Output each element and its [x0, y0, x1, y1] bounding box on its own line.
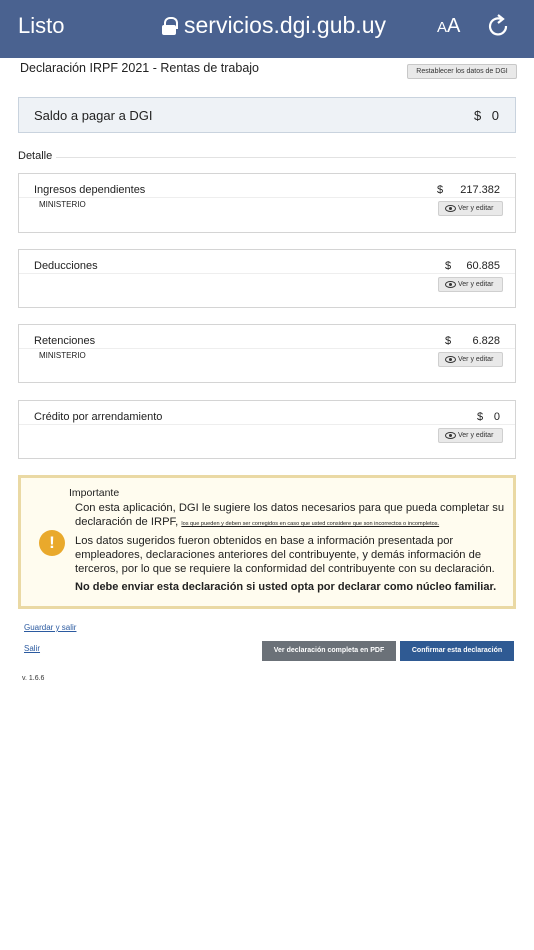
view-edit-label: Ver y editar: [458, 281, 494, 288]
version-label: v. 1.6.6: [22, 675, 45, 682]
notice-p1-main: Con esta aplicación, DGI le sugiere los datos necesarios para que pueda completar su declaración de IRPF,: [75, 502, 505, 528]
reload-icon[interactable]: [486, 14, 512, 40]
browser-toolbar: [0, 0, 534, 58]
card-name: Retenciones: [34, 335, 96, 347]
view-edit-label: Ver y editar: [458, 205, 494, 212]
view-edit-label: Ver y editar: [458, 356, 494, 363]
url-text: servicios.dgi.gub.uy: [184, 12, 386, 38]
card-source: MINISTERIO: [39, 200, 86, 209]
warning-icon: !: [39, 530, 65, 556]
eye-icon: [445, 432, 456, 439]
divider: [56, 157, 516, 158]
lock-icon: [162, 17, 176, 35]
card-name: Crédito por arrendamiento: [34, 411, 163, 423]
card-currency: $: [445, 335, 452, 347]
card-name: Ingresos dependientes: [34, 184, 146, 196]
text-size-small: A: [437, 19, 448, 36]
notice-p1-small: los que pueden y deben ser corregidos en caso que usted considere que son incorrectos o incompletos.: [181, 521, 440, 527]
eye-icon: [445, 356, 456, 363]
view-edit-button[interactable]: [438, 352, 503, 367]
balance-currency: $: [474, 108, 482, 123]
view-pdf-button[interactable]: Ver declaración completa en PDF: [262, 641, 396, 661]
card-currency: $: [437, 184, 444, 196]
exit-link[interactable]: Salir: [24, 644, 41, 653]
card-currency: $: [445, 260, 452, 272]
detail-section-header: [18, 150, 516, 162]
done-button[interactable]: Listo: [18, 13, 65, 38]
page-title: Declaración IRPF 2021 - Rentas de trabajo: [20, 61, 260, 75]
notice-paragraph-2: Los datos sugeridos fueron obtenidos en base a información presentada por empleadores, declaraciones anteriores del contribuyente, y demás información de terceros, por lo que se requiere la conformidad del contribuyente con su declaración.: [75, 535, 495, 575]
notice-heading: Importante: [69, 487, 120, 499]
reset-dgi-data-button[interactable]: Restablecer los datos de DGI: [407, 64, 517, 79]
card-source: MINISTERIO: [39, 351, 86, 360]
card-name: Deducciones: [34, 260, 98, 272]
view-edit-button[interactable]: [438, 201, 503, 216]
save-exit-link[interactable]: Guardar y salir: [24, 623, 77, 632]
notice-paragraph-1: [75, 501, 505, 531]
confirm-declaration-button[interactable]: Confirmar esta declaración: [400, 641, 514, 661]
address-bar[interactable]: [162, 12, 386, 39]
text-size-button[interactable]: [437, 15, 460, 38]
balance-value: 0: [491, 108, 499, 123]
card-retenciones: [18, 324, 516, 383]
balance-box: [18, 97, 516, 133]
eye-icon: [445, 205, 456, 212]
eye-icon: [445, 281, 456, 288]
card-amount: 60.885: [466, 260, 500, 272]
view-edit-button[interactable]: [438, 277, 503, 292]
important-notice: [18, 475, 516, 609]
card-amount: 217.382: [460, 184, 500, 196]
card-ingresos: [18, 173, 516, 233]
card-amount: 6.828: [472, 335, 500, 347]
text-size-large: A: [447, 15, 461, 37]
view-edit-label: Ver y editar: [458, 432, 494, 439]
card-amount: 0: [493, 411, 500, 423]
detail-label: Detalle: [18, 150, 53, 162]
notice-paragraph-3: No debe enviar esta declaración si usted opta por declarar como núcleo familiar.: [75, 581, 497, 593]
view-edit-button[interactable]: [438, 428, 503, 443]
balance-label: Saldo a pagar a DGI: [34, 108, 153, 123]
card-deducciones: [18, 249, 516, 308]
card-currency: $: [477, 411, 484, 423]
card-arrendamiento: [18, 400, 516, 459]
